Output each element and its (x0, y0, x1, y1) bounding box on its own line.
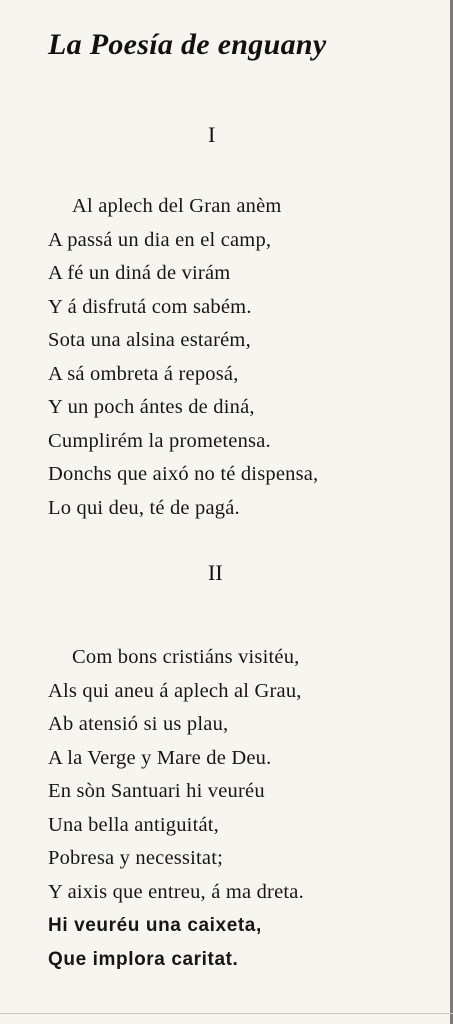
stanza-1-line-6: A sá ombreta á reposá, (48, 362, 239, 385)
stanza-1-line-4: Y á disfrutá com sabém. (48, 295, 252, 318)
stanza-1-line-3: A fé un diná de virám (48, 262, 231, 284)
stanza-2-line-7: Pobresa y necessitat; (48, 847, 223, 869)
stanza-2-line-2: Als qui aneu á aplech al Grau, (48, 679, 302, 702)
stanza-2-line-4: A la Verge y Mare de Deu. (48, 746, 272, 769)
stanza-1-line-2: A passá un dia en el camp, (48, 228, 272, 251)
stanza-1-line-5: Sota una alsina estarém, (48, 329, 251, 351)
stanza-2-line-5: En sòn Santuari hi veuréu (48, 780, 265, 802)
stanza-2-line-9: Hi veuréu una caixeta, (48, 915, 262, 936)
stanza-2-line-10: Que implora caritat. (48, 948, 239, 970)
stanza-1-line-10: Lo qui deu, té de pagá. (48, 496, 240, 519)
stanza-2 (48, 641, 428, 976)
stanza-1 (48, 190, 428, 525)
section-numeral-1: I (208, 122, 216, 147)
stanza-1-line-9: Donchs que aixó no té dispensa, (48, 463, 319, 485)
stanza-2-line-6: Una bella antiguitát, (48, 813, 219, 836)
stanza-2-line-3: Ab atensió si us plau, (48, 713, 229, 735)
stanza-1-line-7: Y un poch ántes de diná, (48, 396, 255, 418)
stanza-1-line-1: Al aplech del Gran anèm (72, 195, 282, 217)
page-bottom-rule (0, 1013, 453, 1014)
stanza-2-line-8: Y aixis que entreu, á ma dreta. (48, 880, 304, 903)
section-numeral-2: II (208, 560, 223, 585)
poem-title: La Poesía de enguany (48, 28, 327, 61)
stanza-2-line-1: Com bons cristiáns visitéu, (72, 646, 300, 668)
stanza-1-line-8: Cumplirém la prometensa. (48, 429, 271, 452)
